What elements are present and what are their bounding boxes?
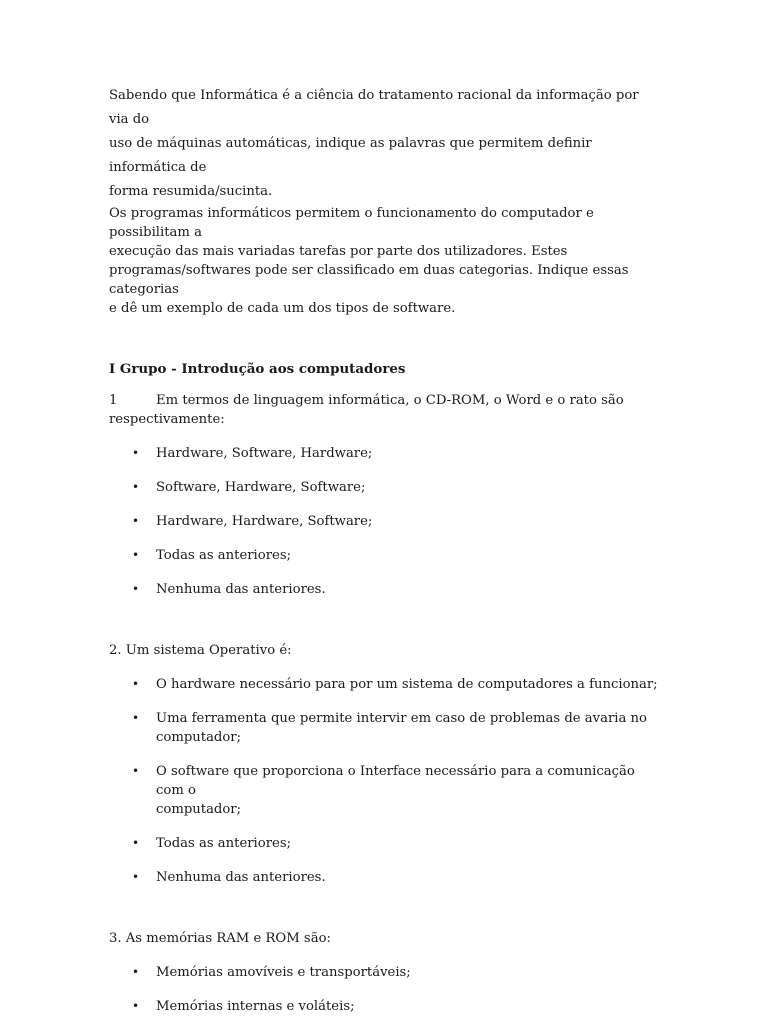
bullet-icon: •: [132, 711, 140, 725]
bullet-icon: •: [132, 764, 140, 778]
question-text: 3. As memórias RAM e ROM são:: [109, 931, 331, 946]
intro-line: Sabendo que Informática é a ciência do tratamento racional da informação por via do: [109, 88, 639, 127]
option-item: [109, 997, 661, 1016]
question-text: [109, 391, 661, 429]
option-item: [109, 868, 661, 887]
bullet-icon: •: [132, 677, 140, 691]
bullet-icon: •: [132, 446, 140, 460]
option-text: O hardware necessário para por um sistema de computadores a funcionar;: [156, 677, 658, 692]
bullet-icon: •: [132, 582, 140, 596]
option-item: [109, 512, 661, 531]
bullet-icon: •: [132, 999, 140, 1013]
option-item: [109, 675, 661, 694]
bullet-icon: •: [132, 965, 140, 979]
option-item: [109, 580, 661, 599]
bullet-icon: •: [132, 836, 140, 850]
bullet-icon: •: [132, 870, 140, 884]
option-line: computador;: [156, 802, 242, 817]
question-line: Em termos de linguagem informática, o CD-ROM, o Word e o rato são: [156, 393, 624, 408]
option-text: Hardware, Software, Hardware;: [156, 446, 373, 461]
options-list: [109, 444, 661, 599]
intro-line: programas/softwares pode ser classificado em duas categorias. Indique essas categorias: [109, 263, 629, 297]
option-item: [109, 762, 661, 819]
intro-line: execução das mais variadas tarefas por parte dos utilizadores. Estes: [109, 244, 568, 259]
option-text: Todas as anteriores;: [156, 836, 292, 851]
question-number: 1: [109, 393, 118, 408]
intro-line: Os programas informáticos permitem o funcionamento do computador e possibilitam a: [109, 206, 594, 240]
option-line: Uma ferramenta que permite intervir em caso de problemas de avaria no: [156, 711, 647, 726]
option-text: Nenhuma das anteriores.: [156, 582, 326, 597]
option-text: Hardware, Hardware, Software;: [156, 514, 373, 529]
question-text: 2. Um sistema Operativo é:: [109, 643, 292, 658]
group-heading: I Grupo - Introdução aos computadores: [109, 361, 406, 377]
option-text: Nenhuma das anteriores.: [156, 870, 326, 885]
option-text: Todas as anteriores;: [156, 548, 292, 563]
question-2: [109, 641, 661, 887]
option-text: Memórias amovíveis e transportáveis;: [156, 965, 411, 980]
option-item: [109, 709, 661, 747]
intro-paragraph-1: [109, 84, 661, 204]
option-item: [109, 963, 661, 982]
options-list: [109, 675, 661, 887]
bullet-icon: •: [132, 548, 140, 562]
option-text: Software, Hardware, Software;: [156, 480, 366, 495]
intro-line: e dê um exemplo de cada um dos tipos de software.: [109, 301, 456, 316]
option-item: [109, 546, 661, 565]
bullet-icon: •: [132, 514, 140, 528]
option-line: computador;: [156, 730, 242, 745]
intro-line: forma resumida/sucinta.: [109, 184, 273, 199]
option-item: [109, 444, 661, 463]
option-text: Memórias internas e voláteis;: [156, 999, 355, 1014]
question-3: [109, 929, 661, 1016]
question-line: respectivamente:: [109, 412, 225, 427]
bullet-icon: •: [132, 480, 140, 494]
options-list: [109, 963, 661, 1016]
intro-line: uso de máquinas automáticas, indique as palavras que permitem definir informática de: [109, 136, 592, 175]
option-line: O software que proporciona o Interface necessário para a comunicação com o: [156, 764, 635, 798]
intro-paragraph-2: [109, 204, 661, 318]
document-page: [109, 84, 661, 1016]
question-1: [109, 391, 661, 599]
option-item: [109, 834, 661, 853]
option-item: [109, 478, 661, 497]
